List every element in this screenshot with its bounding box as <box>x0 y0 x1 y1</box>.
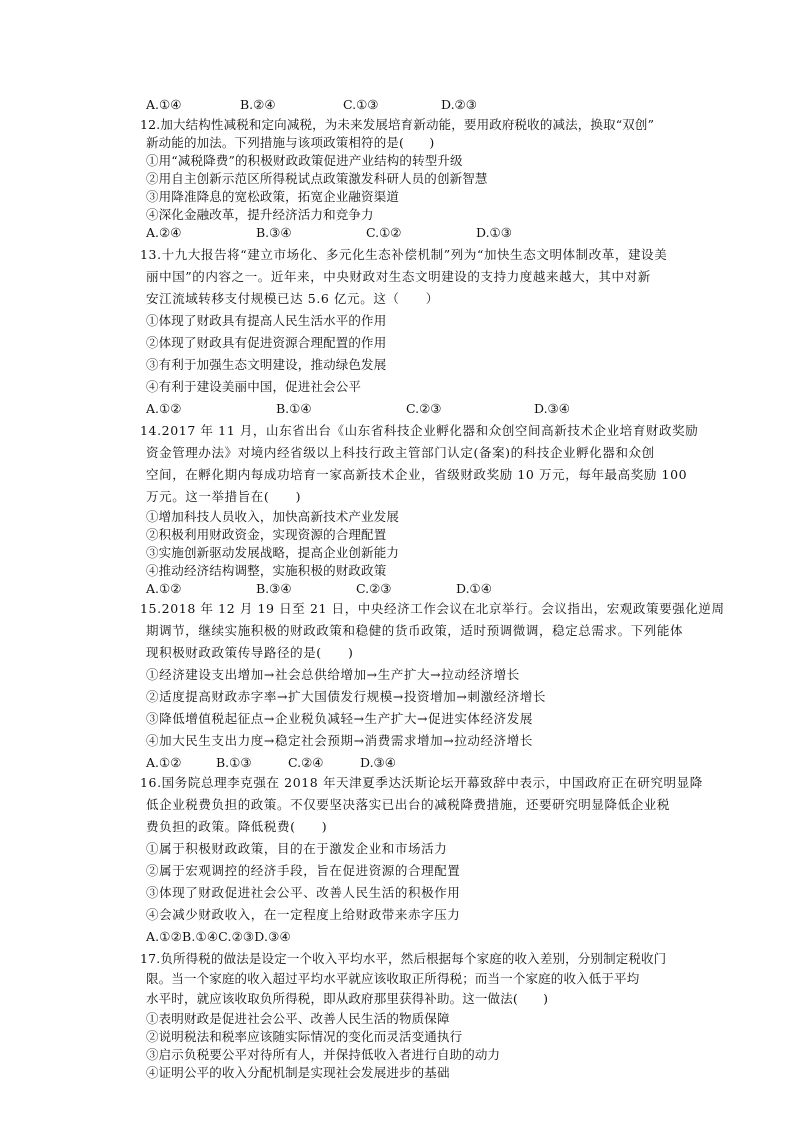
option-2: ②属于宏观调控的经济手段，旨在促进资源的合理配置 <box>146 863 461 878</box>
question-stem-line: 新动能的加法。下列措施与该项政策相符的是( ) <box>146 135 435 150</box>
question-stem-line: 费负担的政策。降低税费( ) <box>146 819 328 834</box>
choice-d: D.②③ <box>441 97 477 112</box>
choice-c: C.①③ <box>343 97 379 112</box>
question-stem-line: 安江流域转移支付规模已达 5.6 亿元。这（ ） <box>146 291 439 306</box>
choice-a: A.①② <box>146 401 182 416</box>
choice-a: A.②④ <box>146 225 182 240</box>
choice-b: B.①④ <box>276 401 312 416</box>
option-1: ①表明财政是促进社会公平、改善人民生活的物质保障 <box>146 1011 450 1026</box>
option-1: ①经济建设支出增加→社会总供给增加→生产扩大→拉动经济增长 <box>146 667 520 682</box>
question-stem-line: 12.加大结构性减税和定向减税，为未来发展培育新动能，要用政府税收的减法，换取“双创” <box>140 117 655 132</box>
option-4: ④有利于建设美丽中国，促进社会公平 <box>146 379 362 394</box>
option-2: ②说明税法和税率应该随实际情况的变化而灵活变通执行 <box>146 1029 463 1044</box>
option-3: ③降低增值税起征点→企业税负减轻→生产扩大→促进实体经济发展 <box>146 711 533 726</box>
choice-c: C.②④ <box>288 755 324 770</box>
choice-b: B.③④ <box>256 581 292 596</box>
option-1: ①增加科技人员收入，加快高新技术产业发展 <box>146 509 400 524</box>
option-1: ①体现了财政具有提高人民生活水平的作用 <box>146 313 387 328</box>
choice-c: C.②③ <box>356 581 392 596</box>
option-2: ②适度提高财政赤字率→扩大国债发行规模→投资增加→刺激经济增长 <box>146 689 547 704</box>
question-stem-line: 13.十九大报告将“建立市场化、多元化生态补偿机制”列为“加快生态文明体制改革，建设美 <box>140 247 668 262</box>
option-3: ③启示负税要公平对待所有人，并保持低收入者进行自助的动力 <box>146 1047 501 1062</box>
choice-d: D.①③ <box>476 225 512 240</box>
question-stem-line: 资金管理办法》对境内经省级以上科技行政主管部门认定(备案)的科技企业孵化器和众创 <box>146 445 655 460</box>
choice-d: D.①④ <box>456 581 492 596</box>
question-stem-line: 丽中国”的内容之一。近年来，中央财政对生态文明建设的支持力度越来越大，其中对新 <box>146 269 651 284</box>
question-stem-line: 低企业税费负担的政策。不仅要坚决落实已出台的减税降费措施，还要研究明显降低企业税 <box>146 797 671 812</box>
option-4: ④推动经济结构调整，实施积极的财政政策 <box>146 563 387 578</box>
option-3: ③实施创新驱动发展战略，提高企业创新能力 <box>146 545 400 560</box>
choice-b: B.②④ <box>240 97 276 112</box>
option-2: ②积极利用财政资金，实现资源的合理配置 <box>146 527 387 542</box>
question-stem-line: 万元。这一举措旨在( ) <box>146 489 302 504</box>
option-4: ④证明公平的收入分配机制是实现社会发展进步的基础 <box>146 1065 450 1080</box>
option-4: ④会减少财政收入，在一定程度上给财政带来赤字压力 <box>146 907 461 922</box>
choice-c: C.②③ <box>406 401 442 416</box>
choice-d: D.③④ <box>360 755 396 770</box>
question-stem-line: 16.国务院总理李克强在 2018 年天津夏季达沃斯论坛开幕致辞中表示，中国政府正在研究明显降 <box>140 775 703 790</box>
choice-c: C.①② <box>366 225 402 240</box>
option-2: ②体现了财政具有促进资源合理配置的作用 <box>146 335 387 350</box>
choice-d: D.③④ <box>534 401 570 416</box>
question-stem-line: 14.2017 年 11 月，山东省出台《山东省科技企业孵化器和众创空间高新技术企业培育财政奖励 <box>140 423 699 438</box>
choice-a: A.①② <box>146 581 182 596</box>
question-stem-line: 空间，在孵化期内每成功培育一家高新技术企业，省级财政奖励 10 万元，每年最高奖励 100 <box>146 467 688 482</box>
option-4: ④深化金融改革，提升经济活力和竞争力 <box>146 207 374 222</box>
choices-line: A.①②B.①④C.②③D.③④ <box>146 929 291 944</box>
option-3: ③有利于加强生态文明建设，推动绿色发展 <box>146 357 387 372</box>
option-1: ①用“减税降费”的积极财政政策促进产业结构的转型升级 <box>146 153 463 168</box>
option-2: ②用自主创新示范区所得税试点政策激发科研人员的创新智慧 <box>146 171 488 186</box>
choice-a: A.①④ <box>146 97 182 112</box>
question-stem-line: 15.2018 年 12 月 19 日至 21 日，中央经济工作会议在北京举行。会议指出，宏观政策要强化逆周 <box>140 601 725 616</box>
option-3: ③用降准降息的宽松政策，拓宽企业融资渠道 <box>146 189 400 204</box>
question-stem-line: 17.负所得税的做法是设定一个收入平均水平，然后根据每个家庭的收入差别，分别制定税收门 <box>140 951 667 966</box>
choice-b: B.①③ <box>216 755 252 770</box>
question-stem-line: 限。当一个家庭的收入超过平均水平就应该收取正所得税；而当一个家庭的收入低于平均 <box>146 971 640 986</box>
question-stem-line: 水平时，就应该收取负所得税，即从政府那里获得补助。这一做法( ) <box>146 991 549 1006</box>
option-1: ①属于积极财政政策，目的在于激发企业和市场活力 <box>146 841 448 856</box>
option-4: ④加大民生支出力度→稳定社会预期→消费需求增加→拉动经济增长 <box>146 733 533 748</box>
choice-a: A.①② <box>146 755 182 770</box>
option-3: ③体现了财政促进社会公平、改善人民生活的积极作用 <box>146 885 461 900</box>
choice-b: B.③④ <box>256 225 292 240</box>
question-stem-line: 现积极财政政策传导路径的是( ) <box>146 645 354 660</box>
question-stem-line: 期调节，继续实施积极的财政政策和稳健的货币政策，适时预调微调，稳定总需求。下列能体 <box>146 623 684 638</box>
